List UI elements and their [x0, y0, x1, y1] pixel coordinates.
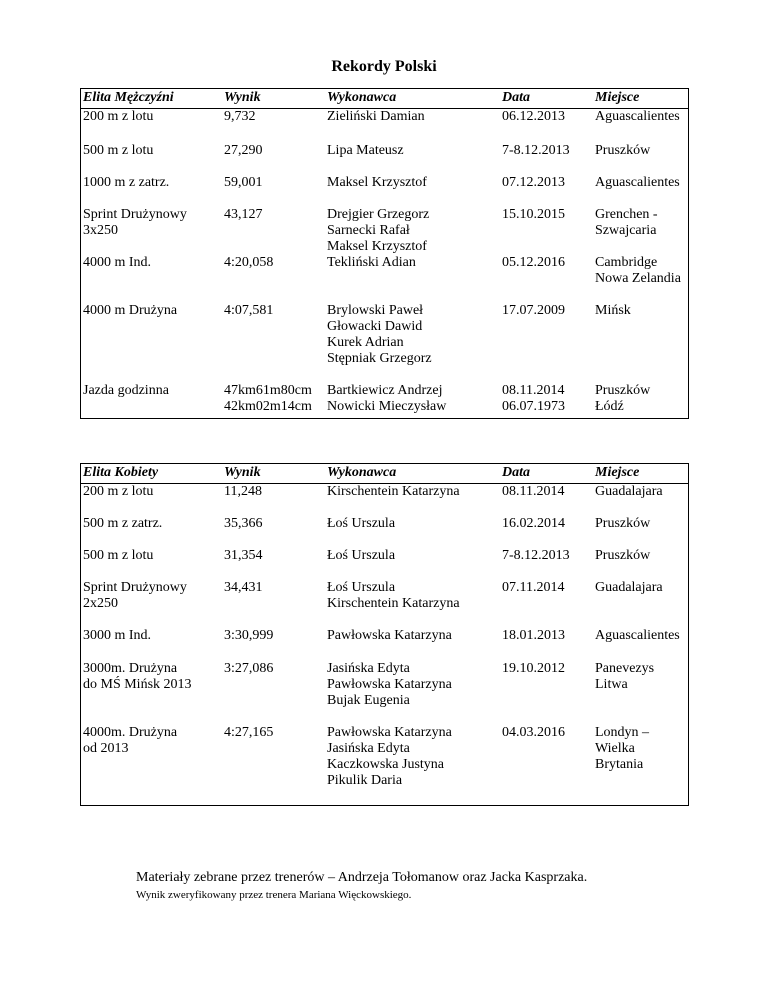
- cell-result: 11,248: [224, 484, 262, 499]
- cell-athlete: Lipa Mateusz: [327, 143, 404, 158]
- cell-date: 07.12.2013: [502, 175, 565, 190]
- cell-event: 500 m z lotu: [83, 143, 154, 158]
- cell-event: 3000m. Drużyna do MŚ Mińsk 2013: [83, 661, 192, 692]
- cell-place: Pruszków: [595, 143, 651, 158]
- cell-date: 15.10.2015: [502, 207, 565, 222]
- cell-event: Sprint Drużynowy 2x250: [83, 580, 187, 611]
- cell-result: 35,366: [224, 516, 263, 531]
- table-row: [81, 628, 689, 661]
- men-header-result: Wynik: [224, 89, 327, 109]
- table-row: [81, 175, 689, 207]
- men-header-category: Elita Mężczyźni: [81, 89, 225, 109]
- table-row: [81, 484, 689, 517]
- cell-event: 4000m. Drużyna od 2013: [83, 725, 178, 756]
- men-header-row: [81, 89, 689, 109]
- cell-athlete: Pawłowska Katarzyna: [327, 628, 452, 643]
- cell-athlete: Łoś Urszula Kirschentein Katarzyna: [327, 580, 460, 611]
- cell-event: 1000 m z zatrz.: [83, 175, 170, 190]
- women-header-place: Miejsce: [595, 464, 689, 484]
- table-row: [81, 255, 689, 303]
- cell-place: Pruszków: [595, 548, 651, 563]
- cell-athlete: Brylowski Paweł Głowacki Dawid Kurek Adrian Stępniak Grzegorz: [327, 303, 432, 366]
- women-header-category: Elita Kobiety: [81, 464, 225, 484]
- cell-date: 18.01.2013: [502, 628, 565, 643]
- page-title: Rekordy Polski: [331, 58, 437, 75]
- cell-athlete: Kirschentein Katarzyna: [327, 484, 460, 499]
- women-header-athlete: Wykonawca: [327, 464, 502, 484]
- cell-place: Panevezys Litwa: [595, 661, 655, 692]
- cell-result: 34,431: [224, 580, 263, 595]
- table-row: [81, 580, 689, 628]
- cell-date: 16.02.2014: [502, 516, 565, 531]
- men-header-place: Miejsce: [595, 89, 689, 109]
- cell-event: 4000 m Drużyna: [83, 303, 178, 318]
- cell-athlete: Drejgier Grzegorz Sarnecki Rafał Maksel Krzysztof: [327, 207, 430, 254]
- men-header-date: Data: [502, 89, 595, 109]
- cell-date: 07.11.2014: [502, 580, 565, 595]
- table-row: [81, 303, 689, 383]
- women-header-row: [81, 464, 689, 484]
- cell-place: Guadalajara: [595, 484, 663, 499]
- cell-athlete: Tekliński Adian: [327, 255, 416, 270]
- cell-athlete: Łoś Urszula: [327, 548, 396, 563]
- cell-athlete: Maksel Krzysztof: [327, 175, 427, 190]
- cell-result: 31,354: [224, 548, 263, 563]
- footer-credits: Materiały zebrane przez trenerów – Andrzeja Tołomanow oraz Jacka Kasprzaka.: [136, 870, 588, 885]
- cell-event: 200 m z lotu: [83, 484, 154, 499]
- cell-result: 3:27,086: [224, 661, 274, 676]
- cell-date: 08.11.2014: [502, 484, 565, 499]
- women-records-table: [80, 463, 689, 806]
- cell-athlete: Zieliński Damian: [327, 109, 425, 124]
- footer-verification: Wynik zweryfikowany przez trenera Mariana Więckowskiego.: [136, 889, 412, 901]
- cell-date: 19.10.2012: [502, 661, 565, 676]
- cell-result: 59,001: [224, 175, 263, 190]
- cell-athlete: Jasińska Edyta Pawłowska Katarzyna Bujak Eugenia: [327, 661, 452, 708]
- cell-place: Pruszków Łódź: [595, 383, 651, 414]
- table-row: [81, 661, 689, 725]
- cell-result: 43,127: [224, 207, 263, 222]
- men-records-table: [80, 88, 689, 419]
- cell-athlete: Łoś Urszula: [327, 516, 396, 531]
- women-header-date: Data: [502, 464, 595, 484]
- cell-date: 04.03.2016: [502, 725, 565, 740]
- cell-result: 4:27,165: [224, 725, 274, 740]
- cell-place: Aguascalientes: [595, 109, 680, 124]
- cell-place: Cambridge Nowa Zelandia: [595, 255, 681, 286]
- cell-date: 17.07.2009: [502, 303, 565, 318]
- cell-place: Grenchen - Szwajcaria: [595, 207, 658, 238]
- cell-athlete: Bartkiewicz Andrzej Nowicki Mieczysław: [327, 383, 447, 414]
- cell-event: 200 m z lotu: [83, 109, 154, 124]
- cell-event: 4000 m Ind.: [83, 255, 152, 270]
- cell-place: Guadalajara: [595, 580, 663, 595]
- cell-event: 3000 m Ind.: [83, 628, 152, 643]
- cell-place: Mińsk: [595, 303, 631, 318]
- table-row: [81, 109, 689, 144]
- table-row: [81, 143, 689, 175]
- cell-event: Jazda godzinna: [83, 383, 169, 398]
- table-row: [81, 725, 689, 806]
- cell-event: Sprint Drużynowy 3x250: [83, 207, 187, 238]
- cell-athlete: Pawłowska Katarzyna Jasińska Edyta Kaczkowska Justyna Pikulik Daria: [327, 725, 452, 788]
- cell-event: 500 m z zatrz.: [83, 516, 163, 531]
- cell-result: 4:07,581: [224, 303, 274, 318]
- cell-date: 05.12.2016: [502, 255, 565, 270]
- cell-place: Aguascalientes: [595, 628, 680, 643]
- cell-date: 08.11.2014 06.07.1973: [502, 383, 565, 414]
- women-header-result: Wynik: [224, 464, 327, 484]
- cell-place: Aguascalientes: [595, 175, 680, 190]
- cell-event: 500 m z lotu: [83, 548, 154, 563]
- cell-place: Pruszków: [595, 516, 651, 531]
- men-header-athlete: Wykonawca: [327, 89, 502, 109]
- cell-result: 9,732: [224, 109, 256, 124]
- table-row: [81, 383, 689, 419]
- table-row: [81, 516, 689, 548]
- cell-date: 7-8.12.2013: [502, 548, 570, 563]
- table-row: [81, 548, 689, 580]
- cell-date: 06.12.2013: [502, 109, 565, 124]
- cell-result: 27,290: [224, 143, 263, 158]
- cell-result: 3:30,999: [224, 628, 274, 643]
- table-row: [81, 207, 689, 255]
- cell-date: 7-8.12.2013: [502, 143, 570, 158]
- cell-result: 4:20,058: [224, 255, 274, 270]
- cell-place: Londyn – Wielka Brytania: [595, 725, 650, 772]
- cell-result: 47km61m80cm 42km02m14cm: [224, 383, 312, 414]
